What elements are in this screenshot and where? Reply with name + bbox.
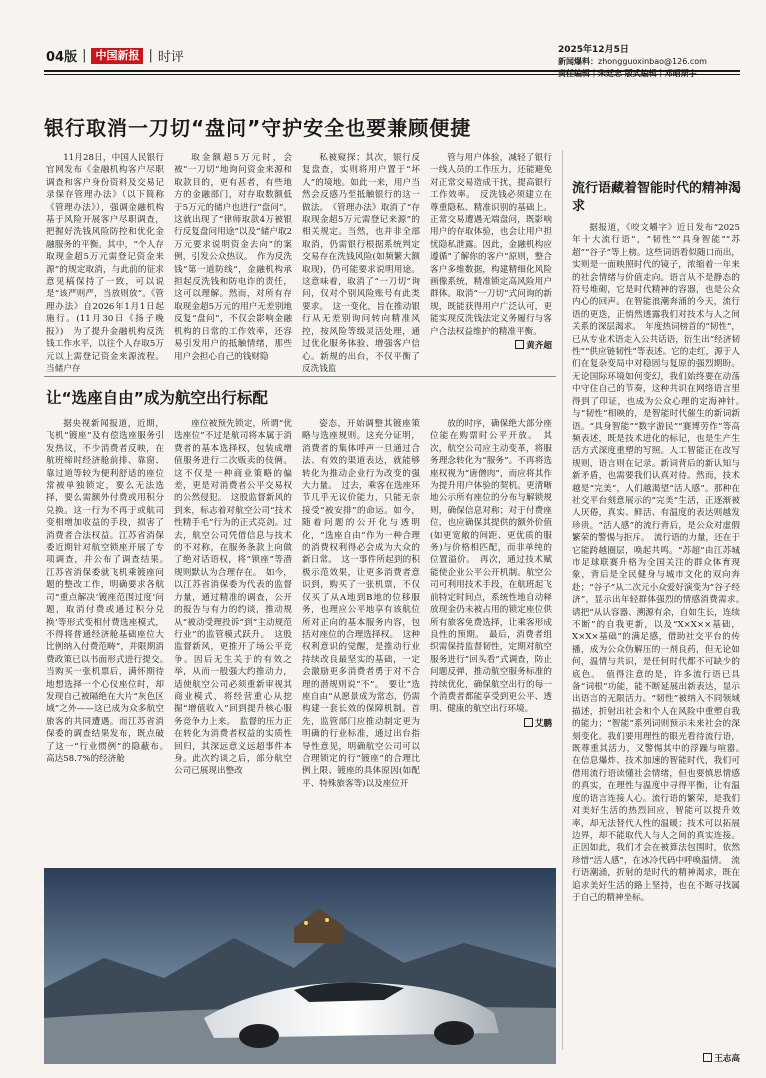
issue-date: 2025年12月5日	[558, 45, 629, 55]
article1-text: 取金额超5万元时，会被“一刀切”地询问资金来源和取款目的，更有甚者，有些地方的金融部门，对存取数额低于5万元的储户也进行“盘问”。这就出现了“律师取款4万被银行反复盘问用途”以及“储户取2万元要求说明资金去向”的案例，引发公众热议。 作为反洗钱“第一道防线”，金融机构承担起反洗钱和防电诈的责任，这可以理解。然而，对所有存取现金超5万元的用户无差别地反复“盘问”，不仅会影响金融机构的日常的工作效率，还容易引发用户的抵触情绪，那些用户会担心自己的钱财隐	[174, 153, 292, 362]
hotline-label: 新闻爆料：	[558, 57, 598, 66]
byline-box-icon	[515, 340, 524, 349]
article2-column-1	[46, 418, 173, 864]
byline-box-icon	[703, 1053, 712, 1062]
news-hotline	[558, 56, 738, 68]
article2-column-3	[302, 418, 420, 864]
article2-column-4	[430, 418, 552, 864]
article2-author: 艾鹏	[534, 718, 552, 729]
article3-text: 据报道，《咬文嚼字》近日发布“2025年十大流行语”，“韧性”“具身智能”“苏超”“谷子”等上榜。这些词语看似随口而出，实则是一面映照时代的镜子，浓缩着一年来的社会情绪与价值走向。语言从不是静态的符号堆砌，它是时代精神的容器，也是公众内心的回声。在智能浪潮奔涌的今天，流行语的更迭，正悄然透露我们对技术与人之间关系的深层渴求。 年度热词榜首的“韧性”，已从专业术语走入公共话语，衍生出“经济韧性”“供应链韧性”等表述。它的走红，源于人们在复杂变局中对稳固与复原的强烈期盼。无论国际环境如何变幻，我们始终要在动荡中守住自己的节奏，这种共识在网络语言里得到了印证，也成为公众心理的定海神针。 与“韧性”相映的，是智能时代催生的新词新语。“具身智能”“数字游民”“赛博劳作”等高频表述，既是技术进化的标记，也是生产生活方式深度重塑的写照。人工智能正在改写规则，语言则在记录。新词背后的新认知与新矛盾，也需要我们认真对待。然而，技术越是“完美”，人们越渴望“活人感”。那种在社交平台刻意展示的“完美”生活，正逐渐被人厌倦，真实、鲜活、有温度的表达则越发珍贵。“活人感”的流行背后，是公众对虚假繁荣的警惕与拒斥。 流行语的力量，还在于它能跨越圈层，唤起共鸣。“苏超”由江苏城市足球联赛升格为全国关注的群众体育现象，背后是全民健身与城市文化的双向奔赴；“谷子”从二次元小众爱好演变为“谷子经济”，显示出年轻群体强烈的情感消费需求。 请把“从认容器、溯源有余，自如生长，连续不断”的自我更新，以及“X×X××基础，X×X×基础”的满足感，借助社交平台的传播，成为公众伪解压的一剂良药，但无论如何，温情与共识，是任何时代都不可缺少的底色。 值得注意的是，许多流行语已具备“词根”功能，能不断延展出新表达，显示出语言的无限活力。“韧性”被纳入不同领域描述，折射出社会和个人在风险中重塑自我的能力；“智能”系列词则预示未来社会的深刻变化。我们要用理性的眼光看待流行语，既尊重其活力，又警惕其中的浮躁与喧嚣。 在信息爆炸、技术加速的智能时代，我们可借用流行语读懂社会情绪，但也要慎思情感的真实，在理性与温度中寻得平衡，让有温度的语言连接人心。流行语的繁荣，是我们对美好生活的热烈回应，智能可以提升效率，却无法替代人性的温暖；技术可以拓展边界，却不能取代人与人之间的真实连接。正因如此，我们才会在被算法包围时，依然珍惜“活人感”，在冰冷代码中呼唤温情。 流行语潮涌，折射的是时代的精神渴求，既在追求美好生活的路上坚持，也在不断寻找属于自己的精神坐标。	[572, 223, 749, 903]
article1-text: 私被窥探；其次，银行反复盘查，实则将用户置于“坏人”的境地。如此一来，用户当然会反感乃至抵触银行的这一做法。 《管理办法》取消了“存取现金超5万元需登记来源”的相关规定。当然，也并非全部取消，仍需银行根据系统判定交易存在洗钱风险(如频繁大额取现)，仍可能要求说明用途。这意味着，取消了“一刀切”询问，仅对个别风险账号有此类要求。 这一变化，旨在推动银行从无差别询问转向精准风控，按风险等级灵活处理，通过优化服务体验、增强客户信心。新规的出台，不仅平衡了反洗钱监	[302, 153, 420, 374]
article2-text: 座位被预先锁定，所谓“优选座位”不过是航司将本属于消费者的基本选择权，包装成增值服务进行二次贩卖的伎俩。这不仅是一种商业策略的偏差，更是对消费者公平交易权的公然侵犯。 这股监督新风的到来，标志着对航空公司“技术性精手毛”行为的正式亮剑。过去，航空公司凭借信息与技术的不对称，在服务条款上向做了绝对话语权，将“锁座”等潜规则默认为合理存在。 如今，以江苏省消保委为代表的监督力量，通过精准的调查，公开的报告与有力的约谈，推动规从“被动受理投诉”到“主动规范行业”的监管模式跃升。 这股监督新风，更推开了场公平竞争。因后无生关于的有效之举，从而一般强大约推动力，适使航空公司必须重新审视其商业模式，将经营重心从挖掘“增值收入”回到提升核心服务竞争力上来。 监督的压力正在转化为消费者权益的实质性回归，其深远意义远超事件本身。此次约谈之后，部分航空公司已展现出整改	[174, 419, 292, 777]
article3-byline	[600, 1052, 740, 1064]
article1-headline: 银行取消一刀切“盘问”守护安全也要兼顾便捷	[44, 116, 472, 140]
article2-text: 据央视新闻报道，近期，飞机“镀座”及有偿选座服务引发热议，不少消费者反映，在航班缔时经济舱前排、靠窗、靠过道等较为便利舒适的座位常被单独锁定，要么无法选择，要么需额外付费或用积分兑换。这一行为不再于或航司变相增加收益的手段，损害了消费者合法权益。江苏省消保委近期针对航空锁座开展了专项调查，并公布了调查结果。 江苏省消保委就飞机乘镀座问题的整改工作，明确要求各航司“重点解决‘镀座范围过度’问题，取消付费或通过积分兑换‘等形式变相付费选座模式，不得将普通经济舱基础座位大比例纳入付费范畴”，并限期消费政策已以书面形式进行提交。 当购买一张机票后，满怀期待地想选择一个心仪座位时，却发现自己被隔绝在大片“灰色区域”之外——这已成为众多航空旅客的共同遭遇。而江苏省消保委的调查结果发布，既点破了这一“行业惯例”的隐蔽布。 高达58.7%的经济舱	[46, 419, 173, 764]
article1-text: 11月28日，中国人民银行官网发布《金融机构客户尽职调查和客户身份资料及交易记录保存管理办法》（以下简称《管理办法》），强调金融机构基于风险开展客户尽职调查，把握好洗钱风险防控和优化金融服务的平衡。其中，“个人存取现金超5万元需登记资金来源”的规定取消，与此前的征求意见稿保持了一致，可以说是“该严则严，当放则放”。《管理办法》自2026年1月1日起施行。(11月30日《扬子晚报》) 为了提升金融机构反洗钱工作水平，以往个人存取5万元以上需登记资金来源流程。当储户存	[46, 153, 164, 374]
car-wheel	[239, 1024, 279, 1048]
article3-author: 王志高	[714, 1054, 740, 1064]
article3-column	[572, 222, 749, 1042]
sports-car-mountain-photo	[44, 868, 556, 1064]
car-wheel	[434, 1021, 474, 1045]
article-divider	[44, 376, 556, 377]
hotline-email[interactable]: zhongguoxinbao@126.com	[598, 57, 707, 66]
article3-headline: 流行语藏着智能时代的精神渴求	[572, 181, 742, 214]
page-header-left	[46, 46, 184, 65]
article-photo	[44, 868, 556, 1064]
article2-column-2	[174, 418, 292, 864]
article1-column-4	[430, 152, 552, 380]
edition-label: 04版	[46, 50, 78, 65]
temple-light	[325, 918, 329, 922]
header-rule-thin	[44, 74, 740, 75]
article2-text: 姿态，开始调整其镀座策略与选座规则。这充分证明，消费者的集体呼声一旦通过合法、有效的渠道表达，就能够转化为推动企业行为改变的强大力量。 过去，乘客在选座环节几乎无议价能力，只能无奈接受“被安排”的命运。如今，随着问题的公开化与透明化，“选座自由”作为一种合理的消费权利得必会成为大众的新日常。 这一事件所起到的积极示范效果，让更多消费者意识到，购买了一张机票，不仅仅买了从A地到B地的位移服务，也理应公平地享有该航位所对正向的基本服务内容，包括对座位的合理选择权。 这种权利意识的觉醒，是推动行业持续改良最坚实的基础，一定会激励更多消费者勇于对不合理的潜规则说“不”。 要让“选座自由”从愿景成为常态，仍需构建一套长效的保障机制。首先，监管部门应推动制定更为明确的行业标准，通过出台指导性意见，明确航空公司可以合理锁定的行“镀座”的合理比例上限、镀座的具体原因(如配平、特殊旅客等)以及座位开	[302, 419, 420, 789]
section-label: 时评	[157, 50, 184, 65]
article1-column-2	[174, 152, 292, 362]
paper-logo: 中国新报	[91, 48, 143, 64]
header-divider: |	[82, 48, 87, 63]
temple-light	[304, 921, 308, 925]
article2-text: 放的时序，确保绝大部分座位能在购票时公平开放。 其次，航空公司应主动变革，将服务理念转化为“服务”。不再将选座权视为“唐僧肉”，而应将其作为提升用户体验的契机。更清晰地公示所有座位的分布与解锁规则，确保信息对称；对于付费座位，也应确保其提供的额外价值(如更宽敞的间距、更优质的服务)与价格相匹配，而非单纯的位置溢价。 再次，通过技术赋能使企业公平公开机制。航空公司可利用技术手段，在航班起飞前特定时间点，系统性地自动释放现金仍未被占用的锁定座位供所有旅客免费选择，让乘客形成良性的预期。 最后，消费者组织需保持监督韧性，定期对航空服务进行“回头看”式调查，防止问题反弹，推动航空服务标准的持续优化，确保航空出行的每一个消费者都能享受到更公平、透明、健康的航空出行环境。	[430, 419, 552, 715]
header-divider: |	[148, 48, 153, 63]
article1-column-3	[302, 152, 420, 374]
header-rule	[44, 70, 740, 72]
article1-text: 管与用户体验，减轻了银行一线人员的工作压力，还能避免对正常交易造成干扰，提高银行工作效率。 反洗钱必须建立在尊重隐私、精准识别的基础上。正常交易遭遇无端盘问，既影响用户的存取体验，也会让用户担忧隐私泄露。因此，金融机构应遵循“了解你的客户”原则，整合客户多维数据，构建精细化风险画像系统，精准锁定高风险用户群体。取消“一刀切”式问询的新规，既能获得用户广泛认可，更能实现反洗钱法定义务履行与客户合法权益维护的精准平衡。	[430, 153, 552, 337]
article2-byline	[430, 718, 552, 730]
byline-box-icon	[524, 718, 533, 727]
article1-column-1	[46, 152, 164, 374]
article1-author: 黄齐超	[526, 341, 552, 352]
column-divider	[562, 150, 563, 1050]
article2-headline: 让“选座自由”成为航空出行标配	[46, 389, 268, 407]
article1-byline	[430, 340, 552, 352]
